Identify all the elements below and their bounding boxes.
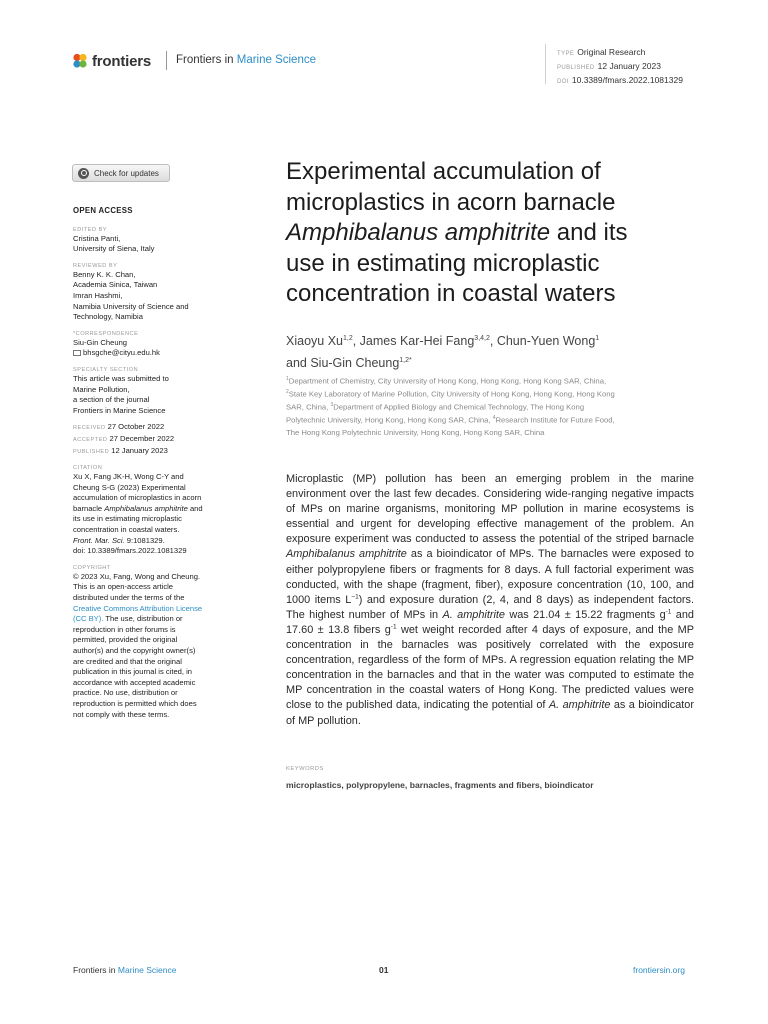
species-name: Amphibalanus amphitrite: [286, 548, 407, 561]
correspondence: [73, 338, 243, 359]
abstract-text: as a bioindicator of MPs. The barnacles were exposed to either polypropylene fibers or fragments for 8 days. A full factorial experiment was conducted, with the shape (fragment, fiber), exposure concentration (10, 100, and 1000 items L: [286, 548, 694, 606]
specialty-line: a section of the journal: [73, 395, 150, 405]
citation-line: concentration in coastal waters.: [73, 525, 180, 535]
footer-journal-prefix: Frontiers in: [73, 965, 116, 975]
copyright-label: COPYRIGHT: [73, 564, 111, 571]
citation-line: accumulation of microplastics in acorn: [73, 493, 202, 503]
title-line: microplastics in acorn barnacle: [286, 188, 616, 216]
journal-name[interactable]: [176, 54, 316, 66]
abstract-text: wet weight recorded after 4 days of exposure, and the MP concentration in the barnacles was positively correlated with the exposure concentration, regardless of the form of MPs. A regression equation relating the MP concentration in the barnacles and that in the water was computed to estimate the MP concentration in the coastal waters of Hong Kong. The predicted values were close to the published data, indicating the potential of: [286, 623, 695, 712]
author-name[interactable]: and Siu-Gin Cheung: [286, 356, 400, 371]
frontiers-logo[interactable]: [72, 51, 151, 71]
author-name[interactable]: , Chun-Yuen Wong: [489, 334, 596, 349]
title-line: concentration in coastal waters: [286, 280, 616, 307]
editor-affiliation: University of Siena, Italy: [73, 244, 155, 254]
title-line: Experimental accumulation of: [286, 158, 601, 185]
edited-by: [73, 234, 243, 255]
meta-published: PUBLISHED 12 January 2023: [557, 61, 661, 71]
citation-doi[interactable]: doi: 10.3389/fmars.2022.1081329: [73, 546, 187, 556]
abstract-text: and 17.60 ± 13.8 fibers g: [286, 608, 694, 636]
reviewer-name: Benny K. K. Chan,: [73, 269, 136, 279]
abstract-text: as a bioindicator of MP pollution.: [286, 699, 694, 727]
copyright-line: not comply with these terms.: [73, 709, 170, 719]
title-line: Amphibalanus amphitrite and its: [286, 219, 628, 246]
dates: [73, 422, 243, 457]
citation-line: Cheung S-G (2023) Experimental: [73, 482, 186, 492]
citation: [73, 472, 243, 557]
specialty-section: [73, 374, 243, 416]
copyright-line: [73, 604, 243, 615]
author-line: [286, 351, 706, 373]
citation-line: Front. Mar. Sci. 9:1081329.: [73, 535, 165, 545]
published-date: PUBLISHED 12 January 2023: [73, 445, 168, 455]
species-name: A. amphitrite: [548, 699, 611, 712]
abstract-text: ) and exposure duration (2, 4, and 8 days) as independent factors. The highest number of MPs in: [286, 593, 694, 621]
keywords: microplastics, polypropylene, barnacles, fragments and fibers, bioindicator: [286, 780, 594, 790]
check-updates-label: Check for updates: [94, 168, 159, 178]
unit-exponent: −1: [351, 593, 359, 601]
reviewed-by: [73, 270, 243, 323]
correspondence-email[interactable]: bhsgche@cityu.edu.hk: [73, 348, 243, 359]
copyright-line: author(s) and the copyright owner(s): [73, 646, 196, 655]
citation-line: barnacle Amphibalanus amphitrite and: [73, 503, 203, 513]
copyright-line: (CC BY). The use, distribution or: [73, 614, 183, 624]
affiliation-sup: 1: [286, 376, 289, 382]
reviewer-affiliation: Namibia University of Science and: [73, 301, 189, 311]
affiliation-line: Polytechnic University, Hong Kong, Hong Kong SAR, China, $^4$Research Institute for Future Food,: [286, 415, 615, 426]
unit-exponent: -1: [390, 623, 397, 631]
copyright-line: accordance with accepted academic: [73, 677, 196, 687]
copyright-line: © 2023 Xu, Fang, Wong and Cheung.: [73, 571, 201, 581]
frontiers-logo-icon: [72, 53, 88, 69]
reviewer-affiliation: Academia Sinica, Taiwan: [73, 280, 158, 290]
brand-name: frontiers: [92, 52, 152, 70]
copyright-line: reproduction is permitted which does: [73, 698, 197, 708]
reviewer-affiliation: Technology, Namibia: [73, 312, 143, 322]
page-number: 01: [379, 965, 389, 975]
author-list: [286, 329, 706, 373]
copyright: [73, 572, 243, 720]
citation-line: Xu X, Fang JK-H, Wong C-Y and: [73, 472, 184, 482]
affiliation-sup: 2: [286, 389, 289, 396]
article-meta: [557, 46, 683, 88]
keywords-label: KEYWORDS: [286, 766, 324, 772]
correspondence-label: *CORRESPONDENCE: [73, 330, 139, 337]
received-date: RECEIVED 27 October 2022: [73, 422, 165, 432]
copyright-line: are credited and that the original: [73, 656, 182, 666]
copyright-line: distributed under the terms of the: [73, 593, 185, 603]
affiliation-sup: 3: [330, 402, 334, 409]
abstract-text: Microplastic (MP) pollution has been an emerging problem in the marine environment over the last few decades. Considering wide-ranging negative impacts of MPs on marine organisms, monitoring MP pollution in marine ecosystems is essential and urgent for developing effective management of the problem. An exposure experiment was conducted to assess the potential of the striped barnacle: [286, 473, 694, 546]
update-icon: [78, 168, 89, 179]
journal-subject: Marine Science: [236, 54, 316, 66]
copyright-line: reproduction in other forums is: [73, 624, 176, 634]
meta-type: TYPE Original Research: [557, 47, 646, 57]
article-title: [286, 157, 706, 310]
affiliation-line: $^2$State Key Laboratory of Marine Pollution, City University of Hong Kong, Hong Kong, Hong Kong: [286, 389, 615, 399]
copyright-line: This is an open-access article: [73, 582, 174, 592]
author-sup: 1: [595, 335, 600, 342]
author-line: [286, 329, 706, 351]
logo-dot-yellow: [79, 54, 86, 61]
meta-doi[interactable]: DOI 10.3389/fmars.2022.1081329: [557, 75, 683, 85]
envelope-icon: [73, 350, 81, 356]
author-sup: 1,2*: [399, 357, 412, 365]
cc-by-link[interactable]: (CC BY).: [73, 614, 104, 624]
check-for-updates-button[interactable]: [72, 164, 170, 182]
specialty-line: This article was submitted to: [73, 373, 169, 383]
reviewed-by-label: REVIEWED BY: [73, 262, 118, 269]
specialty-line: Frontiers in Marine Science: [73, 405, 166, 415]
editor-name: Cristina Panti,: [73, 233, 121, 243]
specialty-section-label: SPECIALTY SECTION: [73, 366, 139, 373]
title-line: use in estimating microplastic: [286, 249, 600, 277]
reviewer-name: Imran Hashmi,: [73, 290, 123, 300]
copyright-line: practice. No use, distribution or: [73, 688, 178, 698]
edited-by-label: EDITED BY: [73, 226, 108, 233]
affiliation-sup: 4: [492, 415, 496, 422]
author-name[interactable]: , James Kar-Hei Fang: [352, 334, 475, 349]
copyright-line: permitted, provided the original: [73, 635, 178, 645]
author-sup: 3,4,2: [474, 335, 490, 342]
specialty-line: Marine Pollution,: [73, 384, 130, 394]
author-sup: 1,2: [342, 335, 353, 342]
logo-dot-green: [79, 60, 86, 67]
affiliations: [286, 374, 696, 438]
citation-line: its use in estimating microplastic: [73, 514, 182, 524]
footer-site-link[interactable]: frontiersin.org: [633, 965, 685, 975]
correspondence-name: Siu-Gin Cheung: [73, 337, 128, 347]
affiliation-line: SAR, China, $^3$Department of Applied Biology and Chemical Technology, The Hong Kong: [286, 402, 585, 412]
unit-exponent: -1: [665, 608, 672, 616]
cc-license-link[interactable]: Creative Commons Attribution License: [73, 603, 203, 613]
citation-label: CITATION: [73, 465, 103, 472]
abstract-text: was 21.04 ± 15.22 fragments g: [504, 608, 666, 621]
footer-journal-subject: Marine Science: [117, 965, 177, 975]
copyright-line: publication in this journal is cited, in: [73, 667, 193, 677]
meta-divider: [545, 44, 546, 84]
species-name: A. amphitrite: [442, 608, 505, 621]
open-access-label: OPEN ACCESS: [73, 206, 133, 215]
author-name[interactable]: Xiaoyu Xu: [286, 334, 343, 349]
footer-journal[interactable]: [73, 965, 176, 975]
header-separator: [166, 51, 167, 70]
affiliation-line: $^1$Department of Chemistry, City University of Hong Kong, Hong Kong, Hong Kong SAR, China,: [286, 376, 607, 386]
affiliation-line: The Hong Kong Polytechnic University, Hong Kong, Hong Kong SAR, China: [286, 427, 545, 437]
sidebar: [73, 206, 243, 720]
abstract: [286, 472, 694, 729]
journal-prefix: Frontiers in: [176, 54, 234, 66]
accepted-date: ACCEPTED 27 December 2022: [73, 433, 175, 443]
